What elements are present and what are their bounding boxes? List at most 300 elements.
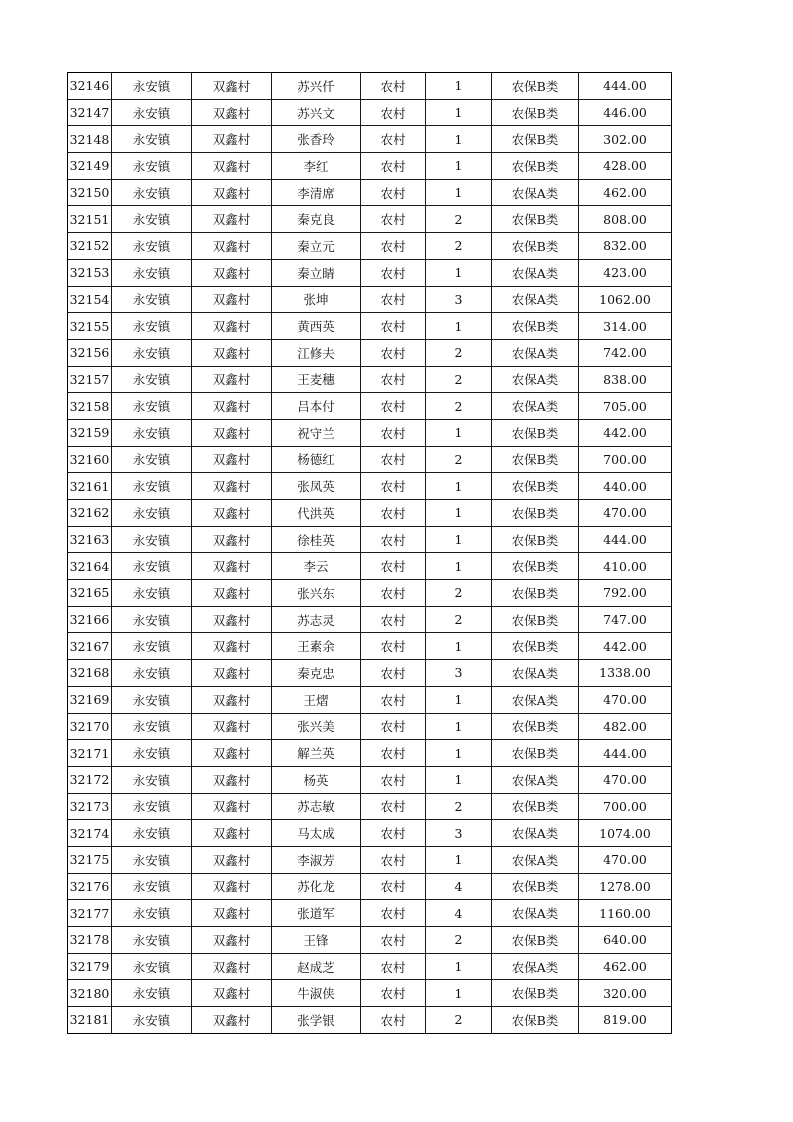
- table-row: [68, 419, 672, 446]
- insurance-class-cell: 农保A类: [492, 393, 579, 420]
- table-row: [68, 980, 672, 1007]
- table-row: [68, 179, 672, 206]
- record-id-cell: 32167: [68, 633, 112, 660]
- insurance-class-cell: 农保A类: [492, 820, 579, 847]
- table-body: [68, 73, 672, 1034]
- amount-cell: 705.00: [579, 393, 672, 420]
- area-type-cell: 农村: [361, 713, 426, 740]
- town-cell: 永安镇: [112, 73, 192, 100]
- village-cell: 双鑫村: [192, 660, 272, 687]
- town-cell: 永安镇: [112, 1007, 192, 1034]
- town-cell: 永安镇: [112, 233, 192, 260]
- record-id-cell: 32149: [68, 153, 112, 180]
- town-cell: 永安镇: [112, 633, 192, 660]
- amount-cell: 444.00: [579, 73, 672, 100]
- village-cell: 双鑫村: [192, 633, 272, 660]
- table-row: [68, 366, 672, 393]
- name-cell: 牛淑侠: [272, 980, 361, 1007]
- village-cell: 双鑫村: [192, 980, 272, 1007]
- household-count-cell: 1: [426, 73, 492, 100]
- household-count-cell: 2: [426, 446, 492, 473]
- amount-cell: 446.00: [579, 99, 672, 126]
- household-count-cell: 1: [426, 126, 492, 153]
- insurance-class-cell: 农保B类: [492, 419, 579, 446]
- town-cell: 永安镇: [112, 313, 192, 340]
- town-cell: 永安镇: [112, 206, 192, 233]
- insurance-class-cell: 农保B类: [492, 500, 579, 527]
- name-cell: 张道军: [272, 900, 361, 927]
- insurance-class-cell: 农保B类: [492, 73, 579, 100]
- name-cell: 苏志灵: [272, 606, 361, 633]
- insurance-class-cell: 农保A类: [492, 846, 579, 873]
- amount-cell: 442.00: [579, 633, 672, 660]
- town-cell: 永安镇: [112, 686, 192, 713]
- household-count-cell: 2: [426, 233, 492, 260]
- town-cell: 永安镇: [112, 286, 192, 313]
- area-type-cell: 农村: [361, 980, 426, 1007]
- name-cell: 徐桂英: [272, 526, 361, 553]
- table-row: [68, 259, 672, 286]
- data-table: [67, 72, 672, 1034]
- insurance-class-cell: 农保B类: [492, 740, 579, 767]
- name-cell: 张兴东: [272, 580, 361, 607]
- insurance-class-cell: 农保B类: [492, 873, 579, 900]
- village-cell: 双鑫村: [192, 99, 272, 126]
- village-cell: 双鑫村: [192, 446, 272, 473]
- record-id-cell: 32181: [68, 1007, 112, 1034]
- record-id-cell: 32179: [68, 953, 112, 980]
- amount-cell: 482.00: [579, 713, 672, 740]
- area-type-cell: 农村: [361, 580, 426, 607]
- town-cell: 永安镇: [112, 446, 192, 473]
- amount-cell: 410.00: [579, 553, 672, 580]
- amount-cell: 640.00: [579, 927, 672, 954]
- name-cell: 杨德红: [272, 446, 361, 473]
- area-type-cell: 农村: [361, 873, 426, 900]
- household-count-cell: 1: [426, 153, 492, 180]
- insurance-class-cell: 农保A类: [492, 339, 579, 366]
- village-cell: 双鑫村: [192, 206, 272, 233]
- insurance-class-cell: 农保A类: [492, 660, 579, 687]
- household-count-cell: 1: [426, 740, 492, 767]
- record-id-cell: 32148: [68, 126, 112, 153]
- village-cell: 双鑫村: [192, 500, 272, 527]
- record-id-cell: 32175: [68, 846, 112, 873]
- household-count-cell: 4: [426, 900, 492, 927]
- village-cell: 双鑫村: [192, 419, 272, 446]
- town-cell: 永安镇: [112, 99, 192, 126]
- amount-cell: 1338.00: [579, 660, 672, 687]
- household-count-cell: 1: [426, 526, 492, 553]
- table-row: [68, 927, 672, 954]
- insurance-class-cell: 农保A类: [492, 686, 579, 713]
- household-count-cell: 4: [426, 873, 492, 900]
- table-row: [68, 686, 672, 713]
- area-type-cell: 农村: [361, 446, 426, 473]
- village-cell: 双鑫村: [192, 953, 272, 980]
- household-count-cell: 1: [426, 473, 492, 500]
- amount-cell: 462.00: [579, 179, 672, 206]
- village-cell: 双鑫村: [192, 526, 272, 553]
- name-cell: 秦立元: [272, 233, 361, 260]
- area-type-cell: 农村: [361, 419, 426, 446]
- record-id-cell: 32154: [68, 286, 112, 313]
- table-row: [68, 339, 672, 366]
- amount-cell: 470.00: [579, 686, 672, 713]
- record-id-cell: 32166: [68, 606, 112, 633]
- amount-cell: 320.00: [579, 980, 672, 1007]
- table-row: [68, 446, 672, 473]
- insurance-class-cell: 农保B类: [492, 713, 579, 740]
- village-cell: 双鑫村: [192, 873, 272, 900]
- insurance-class-cell: 农保B类: [492, 99, 579, 126]
- table-row: [68, 233, 672, 260]
- name-cell: 王麦穗: [272, 366, 361, 393]
- table-row: [68, 580, 672, 607]
- record-id-cell: 32170: [68, 713, 112, 740]
- village-cell: 双鑫村: [192, 900, 272, 927]
- household-count-cell: 3: [426, 286, 492, 313]
- insurance-class-cell: 农保B类: [492, 580, 579, 607]
- table-row: [68, 153, 672, 180]
- record-id-cell: 32172: [68, 766, 112, 793]
- town-cell: 永安镇: [112, 393, 192, 420]
- name-cell: 秦克忠: [272, 660, 361, 687]
- household-count-cell: 1: [426, 686, 492, 713]
- name-cell: 苏化龙: [272, 873, 361, 900]
- area-type-cell: 农村: [361, 820, 426, 847]
- amount-cell: 1062.00: [579, 286, 672, 313]
- insurance-class-cell: 农保A类: [492, 766, 579, 793]
- table-row: [68, 473, 672, 500]
- table-row: [68, 126, 672, 153]
- household-count-cell: 1: [426, 713, 492, 740]
- town-cell: 永安镇: [112, 793, 192, 820]
- insurance-class-cell: 农保B类: [492, 313, 579, 340]
- village-cell: 双鑫村: [192, 153, 272, 180]
- village-cell: 双鑫村: [192, 793, 272, 820]
- name-cell: 杨英: [272, 766, 361, 793]
- record-id-cell: 32147: [68, 99, 112, 126]
- record-id-cell: 32153: [68, 259, 112, 286]
- amount-cell: 470.00: [579, 500, 672, 527]
- name-cell: 解兰英: [272, 740, 361, 767]
- town-cell: 永安镇: [112, 153, 192, 180]
- table-row: [68, 553, 672, 580]
- name-cell: 张香玲: [272, 126, 361, 153]
- name-cell: 秦立睛: [272, 259, 361, 286]
- area-type-cell: 农村: [361, 233, 426, 260]
- record-id-cell: 32160: [68, 446, 112, 473]
- name-cell: 张凤英: [272, 473, 361, 500]
- insurance-class-cell: 农保B类: [492, 153, 579, 180]
- amount-cell: 428.00: [579, 153, 672, 180]
- area-type-cell: 农村: [361, 526, 426, 553]
- amount-cell: 838.00: [579, 366, 672, 393]
- household-count-cell: 3: [426, 660, 492, 687]
- area-type-cell: 农村: [361, 953, 426, 980]
- table-row: [68, 606, 672, 633]
- village-cell: 双鑫村: [192, 126, 272, 153]
- town-cell: 永安镇: [112, 179, 192, 206]
- insurance-class-cell: 农保B类: [492, 1007, 579, 1034]
- town-cell: 永安镇: [112, 980, 192, 1007]
- table-row: [68, 766, 672, 793]
- table-row: [68, 713, 672, 740]
- amount-cell: 700.00: [579, 793, 672, 820]
- amount-cell: 462.00: [579, 953, 672, 980]
- town-cell: 永安镇: [112, 419, 192, 446]
- area-type-cell: 农村: [361, 793, 426, 820]
- area-type-cell: 农村: [361, 846, 426, 873]
- table-row: [68, 73, 672, 100]
- amount-cell: 470.00: [579, 846, 672, 873]
- town-cell: 永安镇: [112, 820, 192, 847]
- record-id-cell: 32169: [68, 686, 112, 713]
- amount-cell: 314.00: [579, 313, 672, 340]
- insurance-class-cell: 农保B类: [492, 206, 579, 233]
- village-cell: 双鑫村: [192, 820, 272, 847]
- amount-cell: 1278.00: [579, 873, 672, 900]
- household-count-cell: 2: [426, 793, 492, 820]
- record-id-cell: 32161: [68, 473, 112, 500]
- amount-cell: 700.00: [579, 446, 672, 473]
- name-cell: 张坤: [272, 286, 361, 313]
- village-cell: 双鑫村: [192, 473, 272, 500]
- amount-cell: 819.00: [579, 1007, 672, 1034]
- town-cell: 永安镇: [112, 366, 192, 393]
- household-count-cell: 1: [426, 179, 492, 206]
- record-id-cell: 32164: [68, 553, 112, 580]
- amount-cell: 747.00: [579, 606, 672, 633]
- household-count-cell: 1: [426, 259, 492, 286]
- area-type-cell: 农村: [361, 1007, 426, 1034]
- name-cell: 李淑芳: [272, 846, 361, 873]
- amount-cell: 808.00: [579, 206, 672, 233]
- record-id-cell: 32157: [68, 366, 112, 393]
- household-count-cell: 2: [426, 366, 492, 393]
- record-id-cell: 32178: [68, 927, 112, 954]
- name-cell: 马太成: [272, 820, 361, 847]
- amount-cell: 423.00: [579, 259, 672, 286]
- record-id-cell: 32168: [68, 660, 112, 687]
- area-type-cell: 农村: [361, 206, 426, 233]
- table-row: [68, 1007, 672, 1034]
- amount-cell: 440.00: [579, 473, 672, 500]
- insurance-class-cell: 农保A类: [492, 179, 579, 206]
- village-cell: 双鑫村: [192, 393, 272, 420]
- name-cell: 代洪英: [272, 500, 361, 527]
- table-row: [68, 953, 672, 980]
- record-id-cell: 32155: [68, 313, 112, 340]
- village-cell: 双鑫村: [192, 580, 272, 607]
- area-type-cell: 农村: [361, 99, 426, 126]
- area-type-cell: 农村: [361, 259, 426, 286]
- record-id-cell: 32180: [68, 980, 112, 1007]
- village-cell: 双鑫村: [192, 1007, 272, 1034]
- table-row: [68, 500, 672, 527]
- amount-cell: 470.00: [579, 766, 672, 793]
- amount-cell: 1160.00: [579, 900, 672, 927]
- household-count-cell: 1: [426, 313, 492, 340]
- area-type-cell: 农村: [361, 393, 426, 420]
- village-cell: 双鑫村: [192, 313, 272, 340]
- town-cell: 永安镇: [112, 473, 192, 500]
- village-cell: 双鑫村: [192, 686, 272, 713]
- name-cell: 王素余: [272, 633, 361, 660]
- record-id-cell: 32177: [68, 900, 112, 927]
- area-type-cell: 农村: [361, 633, 426, 660]
- table-row: [68, 873, 672, 900]
- household-count-cell: 2: [426, 393, 492, 420]
- area-type-cell: 农村: [361, 686, 426, 713]
- town-cell: 永安镇: [112, 606, 192, 633]
- insurance-class-cell: 农保B类: [492, 446, 579, 473]
- village-cell: 双鑫村: [192, 259, 272, 286]
- town-cell: 永安镇: [112, 526, 192, 553]
- table-row: [68, 526, 672, 553]
- name-cell: 赵成芝: [272, 953, 361, 980]
- name-cell: 张学银: [272, 1007, 361, 1034]
- name-cell: 苏兴仟: [272, 73, 361, 100]
- town-cell: 永安镇: [112, 873, 192, 900]
- town-cell: 永安镇: [112, 580, 192, 607]
- insurance-class-cell: 农保B类: [492, 473, 579, 500]
- household-count-cell: 1: [426, 980, 492, 1007]
- record-id-cell: 32150: [68, 179, 112, 206]
- village-cell: 双鑫村: [192, 73, 272, 100]
- household-count-cell: 2: [426, 206, 492, 233]
- area-type-cell: 农村: [361, 927, 426, 954]
- household-count-cell: 2: [426, 1007, 492, 1034]
- household-count-cell: 2: [426, 606, 492, 633]
- name-cell: 王熠: [272, 686, 361, 713]
- record-id-cell: 32159: [68, 419, 112, 446]
- village-cell: 双鑫村: [192, 766, 272, 793]
- insurance-class-cell: 农保A类: [492, 259, 579, 286]
- insurance-class-cell: 农保B类: [492, 233, 579, 260]
- area-type-cell: 农村: [361, 553, 426, 580]
- area-type-cell: 农村: [361, 366, 426, 393]
- table-row: [68, 286, 672, 313]
- village-cell: 双鑫村: [192, 927, 272, 954]
- name-cell: 李红: [272, 153, 361, 180]
- record-id-cell: 32163: [68, 526, 112, 553]
- record-id-cell: 32146: [68, 73, 112, 100]
- area-type-cell: 农村: [361, 766, 426, 793]
- amount-cell: 792.00: [579, 580, 672, 607]
- household-count-cell: 1: [426, 99, 492, 126]
- insurance-class-cell: 农保B类: [492, 633, 579, 660]
- name-cell: 江修夫: [272, 339, 361, 366]
- area-type-cell: 农村: [361, 286, 426, 313]
- name-cell: 吕本付: [272, 393, 361, 420]
- area-type-cell: 农村: [361, 126, 426, 153]
- table-row: [68, 660, 672, 687]
- insurance-class-cell: 农保A类: [492, 286, 579, 313]
- record-id-cell: 32151: [68, 206, 112, 233]
- town-cell: 永安镇: [112, 339, 192, 366]
- town-cell: 永安镇: [112, 766, 192, 793]
- household-count-cell: 1: [426, 633, 492, 660]
- town-cell: 永安镇: [112, 126, 192, 153]
- table-row: [68, 633, 672, 660]
- town-cell: 永安镇: [112, 259, 192, 286]
- household-count-cell: 1: [426, 953, 492, 980]
- amount-cell: 1074.00: [579, 820, 672, 847]
- town-cell: 永安镇: [112, 553, 192, 580]
- insurance-class-cell: 农保B类: [492, 126, 579, 153]
- area-type-cell: 农村: [361, 73, 426, 100]
- record-id-cell: 32173: [68, 793, 112, 820]
- name-cell: 李清席: [272, 179, 361, 206]
- table-row: [68, 793, 672, 820]
- town-cell: 永安镇: [112, 900, 192, 927]
- area-type-cell: 农村: [361, 660, 426, 687]
- town-cell: 永安镇: [112, 953, 192, 980]
- area-type-cell: 农村: [361, 740, 426, 767]
- area-type-cell: 农村: [361, 313, 426, 340]
- household-count-cell: 2: [426, 339, 492, 366]
- village-cell: 双鑫村: [192, 606, 272, 633]
- record-id-cell: 32174: [68, 820, 112, 847]
- amount-cell: 832.00: [579, 233, 672, 260]
- household-count-cell: 2: [426, 927, 492, 954]
- record-id-cell: 32162: [68, 500, 112, 527]
- insurance-class-cell: 农保B类: [492, 927, 579, 954]
- area-type-cell: 农村: [361, 179, 426, 206]
- amount-cell: 444.00: [579, 740, 672, 767]
- town-cell: 永安镇: [112, 927, 192, 954]
- table-row: [68, 900, 672, 927]
- table-row: [68, 393, 672, 420]
- household-count-cell: 1: [426, 553, 492, 580]
- village-cell: 双鑫村: [192, 233, 272, 260]
- table-row: [68, 740, 672, 767]
- record-id-cell: 32176: [68, 873, 112, 900]
- village-cell: 双鑫村: [192, 846, 272, 873]
- amount-cell: 742.00: [579, 339, 672, 366]
- area-type-cell: 农村: [361, 473, 426, 500]
- record-id-cell: 32171: [68, 740, 112, 767]
- household-count-cell: 2: [426, 580, 492, 607]
- village-cell: 双鑫村: [192, 740, 272, 767]
- record-id-cell: 32158: [68, 393, 112, 420]
- village-cell: 双鑫村: [192, 286, 272, 313]
- amount-cell: 302.00: [579, 126, 672, 153]
- name-cell: 苏志敏: [272, 793, 361, 820]
- table-row: [68, 820, 672, 847]
- name-cell: 张兴美: [272, 713, 361, 740]
- village-cell: 双鑫村: [192, 339, 272, 366]
- name-cell: 王锋: [272, 927, 361, 954]
- household-count-cell: 1: [426, 766, 492, 793]
- name-cell: 苏兴文: [272, 99, 361, 126]
- table-row: [68, 846, 672, 873]
- table-row: [68, 99, 672, 126]
- village-cell: 双鑫村: [192, 713, 272, 740]
- area-type-cell: 农村: [361, 500, 426, 527]
- record-id-cell: 32165: [68, 580, 112, 607]
- insurance-class-cell: 农保B类: [492, 553, 579, 580]
- name-cell: 黄西英: [272, 313, 361, 340]
- record-id-cell: 32152: [68, 233, 112, 260]
- area-type-cell: 农村: [361, 900, 426, 927]
- insurance-class-cell: 农保B类: [492, 793, 579, 820]
- area-type-cell: 农村: [361, 153, 426, 180]
- insurance-class-cell: 农保A类: [492, 366, 579, 393]
- village-cell: 双鑫村: [192, 366, 272, 393]
